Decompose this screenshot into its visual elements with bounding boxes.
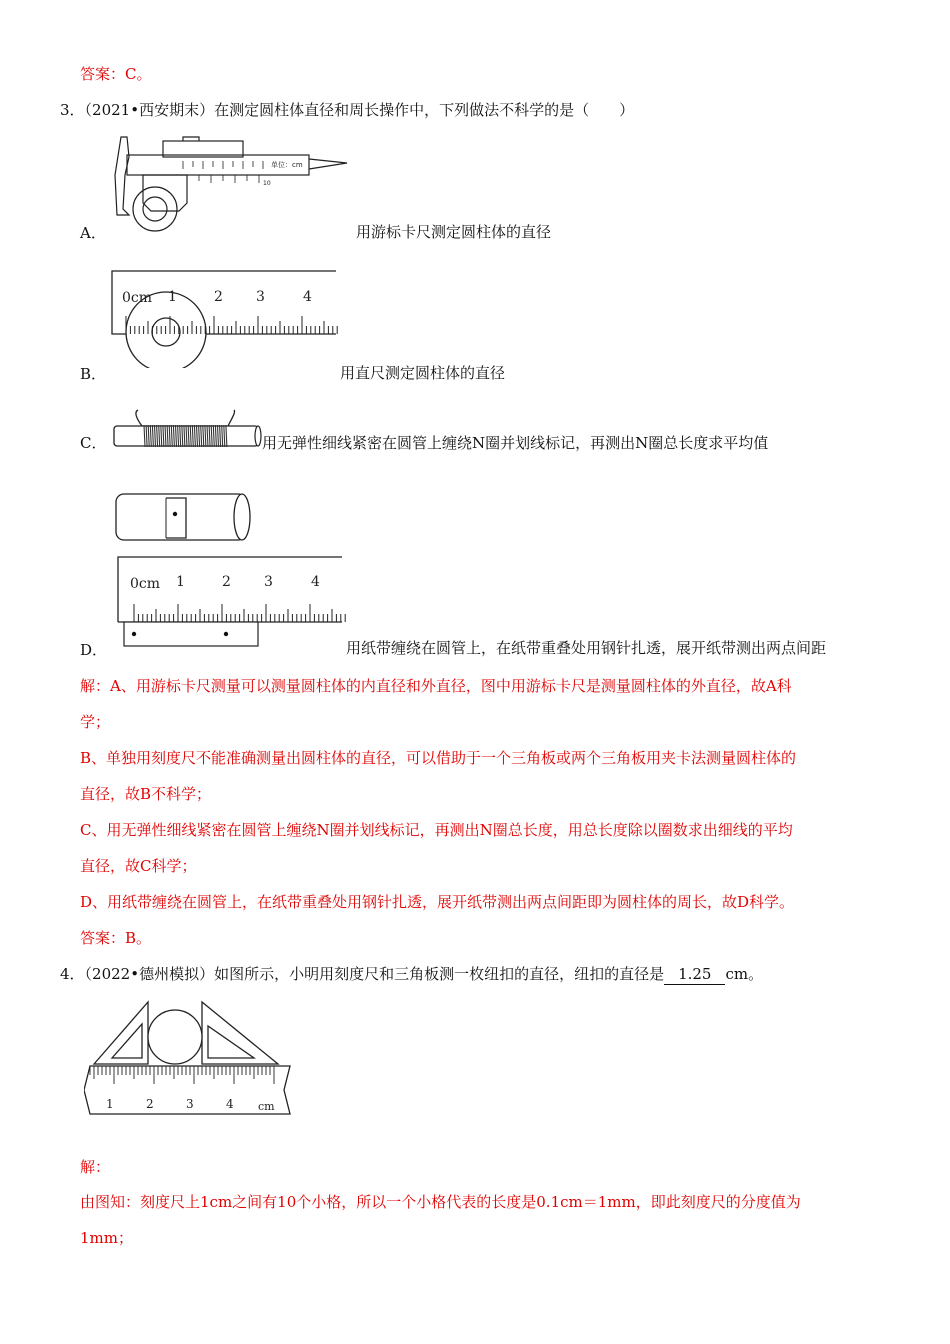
q3-solution-c-line1: C、用无弹性细线紧密在圆管上缠绕N圈并划线标记，再测出N圈总长度，用总长度除以圈数求出细线的平均 [80, 821, 793, 839]
q4-stem-text: 4．（2022•德州模拟）如图所示，小明用刻度尺和三角板测一枚纽扣的直径，纽扣的直径是 [60, 965, 665, 983]
ruler-label-1: 1 [168, 289, 177, 305]
option-a-letter: A． [80, 224, 106, 242]
q4-ruler-label-1: 1 [106, 1097, 114, 1111]
q4-ruler-label-3: 3 [186, 1097, 194, 1111]
caliper-figure [103, 133, 355, 233]
q4-ruler-label-2: 2 [146, 1097, 154, 1111]
caliper-vernier-label: 10 [263, 180, 271, 187]
ruler-d-label-zero: 0cm [130, 576, 161, 592]
ruler-label-2: 2 [214, 289, 223, 305]
q3-solution-b-line1: B、单独用刻度尺不能准确测量出圆柱体的直径，可以借助于一个三角板或两个三角板用夹卡法测量圆柱体的 [80, 749, 797, 767]
q4-ruler-label-4: 4 [226, 1097, 234, 1111]
q4-stem-unit: cm。 [725, 965, 764, 983]
ruler-d-label-2: 2 [222, 574, 231, 590]
option-c-letter: C． [80, 434, 107, 452]
coiled-tube-figure [112, 408, 262, 450]
option-d-text: 用纸带缠绕在圆管上，在纸带重叠处用钢针扎透，展开纸带测出两点间距 [346, 639, 827, 657]
q3-solution-d-line1: D、用纸带缠绕在圆管上，在纸带重叠处用钢针扎透，展开纸带测出两点间距即为圆柱体的周长，故D科学。 [80, 893, 795, 911]
ruler-d-label-1: 1 [176, 574, 185, 590]
button-measure-figure [84, 996, 299, 1120]
q4-solution-line1: 由图知：刻度尺上1cm之间有10个小格，所以一个小格代表的长度是0.1cm＝1mm，即此刻度尺的分度值为 [80, 1193, 801, 1211]
q3-answer: 答案：B。 [80, 929, 152, 947]
ruler-label-zero: 0cm [122, 290, 153, 306]
ruler-cylinder-figure-b [108, 268, 338, 368]
option-a-text: 用游标卡尺测定圆柱体的直径 [356, 223, 552, 241]
q4-ruler-unit: cm [258, 1100, 275, 1113]
option-b-text: 用直尺测定圆柱体的直径 [340, 364, 506, 382]
q3-solution-b-line2: 直径，故B不科学； [80, 785, 212, 803]
paper-strip-figure [112, 490, 352, 650]
previous-answer: 答案：C。 [80, 65, 152, 83]
caliper-unit-label: 单位：cm [271, 161, 303, 169]
q3-solution-c-line2: 直径，故C科学； [80, 857, 197, 875]
ruler-d-label-3: 3 [264, 574, 273, 590]
option-d-letter: D． [80, 641, 108, 659]
option-c-text: 用无弹性细线紧密在圆管上缠绕N圈并划线标记，再测出N圈总长度求平均值 [262, 434, 769, 452]
q4-solution-label: 解： [80, 1158, 111, 1176]
q4-answer-blank: 1.25 [664, 964, 725, 985]
q3-solution-a-line1: 解：A、用游标卡尺测量可以测量圆柱体的内直径和外直径，图中用游标卡尺是测量圆柱体的外直径，故A科 [80, 677, 792, 695]
q4-stem [60, 964, 763, 985]
q3-solution-a-line2: 学； [80, 713, 111, 731]
q4-solution-line2: 1mm； [80, 1229, 133, 1247]
ruler-d-label-4: 4 [311, 574, 320, 590]
q3-stem: 3．（2021•西安期末）在测定圆柱体直径和周长操作中，下列做法不科学的是（ ） [60, 101, 635, 119]
ruler-label-4: 4 [303, 289, 312, 305]
ruler-label-3: 3 [256, 289, 265, 305]
option-b-letter: B． [80, 365, 107, 383]
